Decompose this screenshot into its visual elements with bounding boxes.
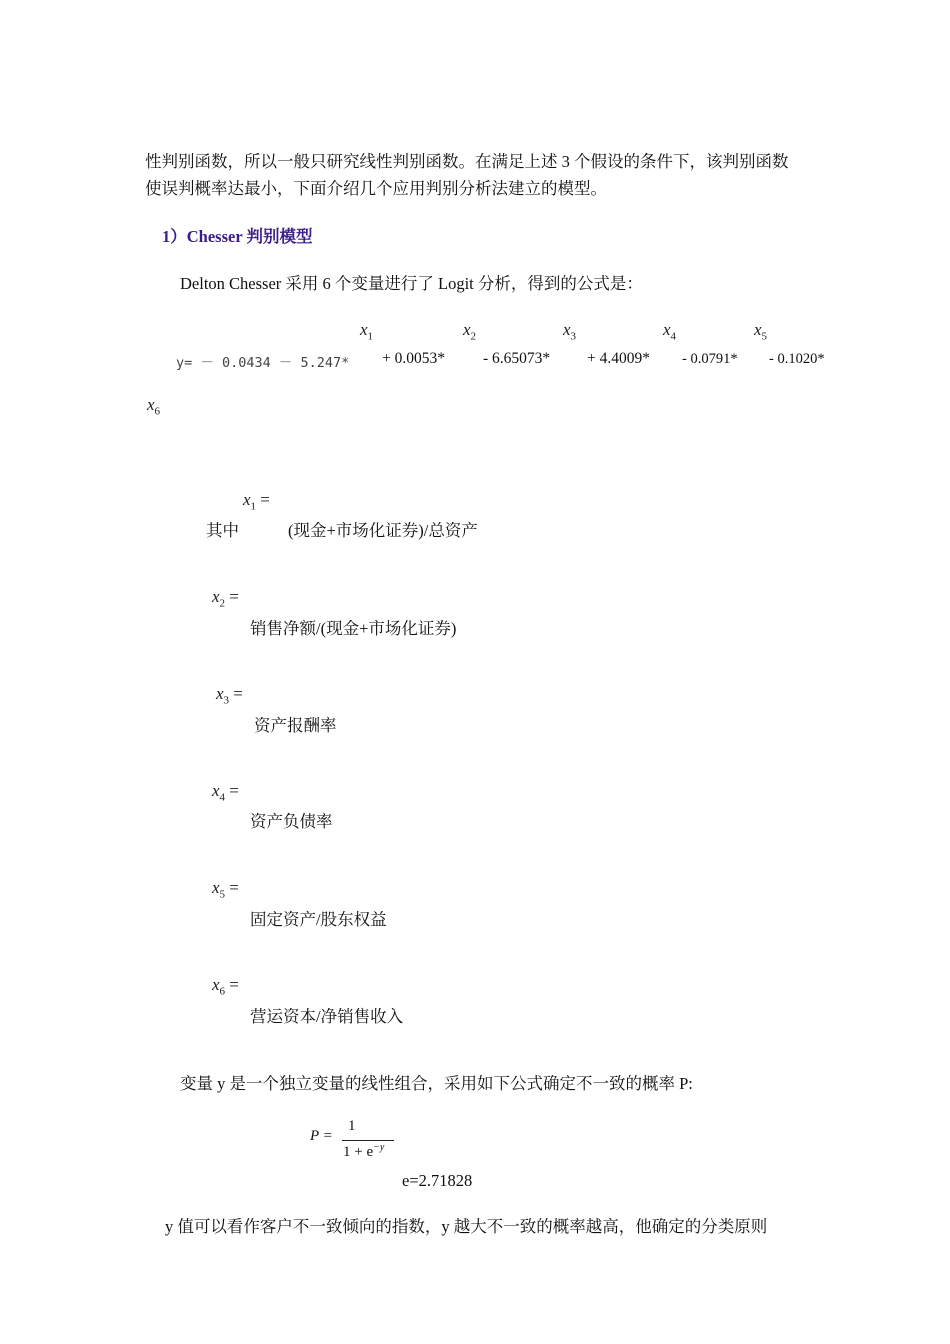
formula-denominator: $1 + e^{-y}$ [343,1142,385,1160]
def-x6-text: 营运资本/净销售收入 [250,1007,404,1026]
formula-lhs: P = [310,1128,333,1144]
eq-term-5: - 0.0791* [682,351,738,367]
eq-term-4: + 4.4009* [587,350,650,367]
eq-term-6: - 0.1020* [769,351,825,367]
def-var-x3: $x_3$ = [216,684,243,707]
fraction-bar [342,1140,394,1141]
def-var-x1: $x_1$ = [243,490,270,513]
intro-line-2: 使误判概率达最小，下面介绍几个应用判别分析法建立的模型。 [145,179,607,198]
eq-var-x6: $x_6$ [147,395,161,418]
y-description: 变量 y 是一个独立变量的线性组合，采用如下公式确定不一致的概率 P: [180,1074,693,1093]
eq-term-lhs: y= － 0.0434 － 5.247* [176,355,350,371]
e-value: e=2.71828 [402,1171,473,1190]
eq-var-x1: $x_1$ [360,320,374,343]
section-heading: 1）Chesser 判别模型 [162,227,313,246]
def-x3-text: 资产报酬率 [254,716,337,735]
def-among-label: 其中 [206,521,239,540]
def-var-x5: $x_5$ = [212,878,239,901]
def-var-x6: $x_6$ = [212,975,239,998]
eq-term-2: + 0.0053* [382,350,445,367]
eq-var-x5: $x_5$ [754,320,768,343]
def-var-x2: $x_2$ = [212,587,239,610]
closing-line: y 值可以看作客户不一致倾向的指数，y 越大不一致的概率越高，他确定的分类原则 [165,1217,768,1236]
def-x5-text: 固定资产/股东权益 [250,910,387,929]
intro-line-1: 性判别函数，所以一般只研究线性判别函数。在满足上述 3 个假设的条件下，该判别函数 [145,152,789,171]
probability-formula [310,1118,410,1166]
chesser-intro: Delton Chesser 采用 6 个变量进行了 Logit 分析，得到的公式是： [180,274,643,293]
formula-numerator: 1 [348,1118,356,1134]
def-var-x4: $x_4$ = [212,781,239,804]
eq-term-3: - 6.65073* [483,350,551,367]
def-x4-text: 资产负债率 [250,812,333,831]
eq-var-x2: $x_2$ [463,320,477,343]
eq-var-x4: $x_4$ [663,320,677,343]
eq-var-x3: $x_3$ [563,320,577,343]
def-x1-text: (现金+市场化证券)/总资产 [288,521,478,540]
def-x2-text: 销售净额/(现金+市场化证券) [250,619,457,638]
